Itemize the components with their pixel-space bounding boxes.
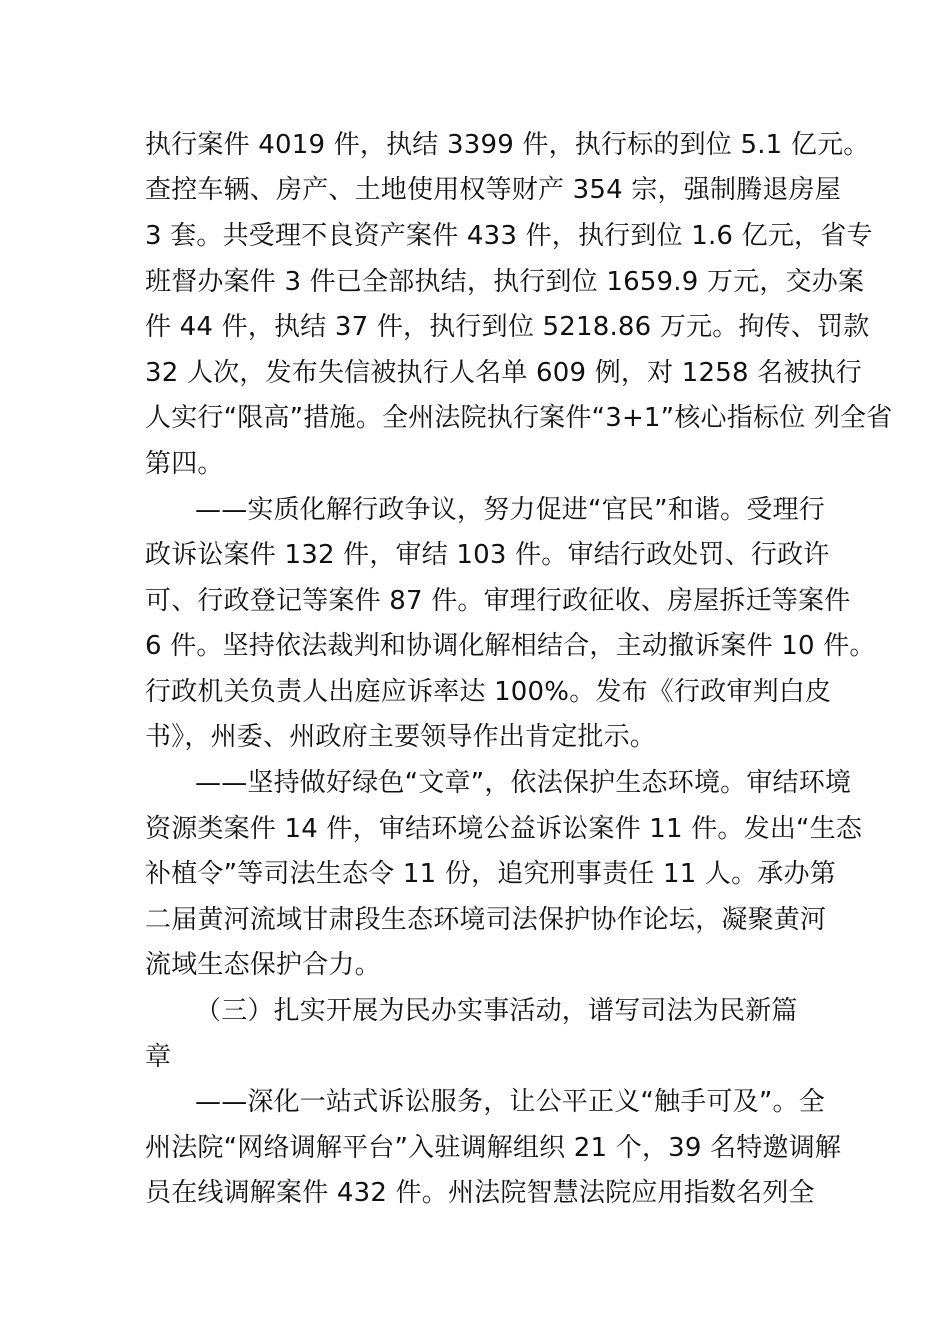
text-line: 32 人次，发布失信被执行人名单 609 例，对 1258 名被执行: [145, 358, 863, 388]
text-line: 二届黄河流域甘肃段生态环境司法保护协作论坛，凝聚黄河: [145, 905, 827, 935]
text-line: 州法院“网络调解平台”入驻调解组织 21 个，39 名特邀调解: [145, 1133, 842, 1163]
text-line: 人实行“限高”措施。全州法院执行案件“3+1”核心指标位 列全省: [145, 403, 893, 433]
text-line: 执行案件 4019 件，执结 3399 件，执行标的到位 5.1 亿元。: [145, 130, 870, 160]
text-line: 补植令”等司法生态令 11 份，追究刑事责任 11 人。承办第: [145, 859, 836, 889]
text-line: 班督办案件 3 件已全部执结，执行到位 1659.9 万元，交办案: [145, 267, 865, 297]
text-line: 流域生态保护合力。: [145, 950, 381, 980]
text-line: 行政机关负责人出庭应诉率达 100%。发布《行政审判白皮: [145, 677, 832, 707]
section-heading: （三）扎实开展为民办实事活动，谱写司法为民新篇: [195, 996, 798, 1026]
section-heading-continued: 章: [145, 1042, 172, 1072]
paragraph-heading-line: ——坚持做好绿色“文章”，依法保护生态环境。审结环境: [195, 768, 852, 798]
text-line: 6 件。坚持依法裁判和协调化解相结合，主动撤诉案件 10 件。: [145, 631, 876, 661]
text-line: 第四。: [145, 449, 224, 479]
text-line: 查控车辆、房产、土地使用权等财产 354 宗，强制腾退房屋: [145, 175, 841, 205]
text-line: 员在线调解案件 432 件。州法院智慧法院应用指数名列全: [145, 1178, 815, 1208]
paragraph-heading-line: ——深化一站式诉讼服务，让公平正义“触手可及”。全: [195, 1087, 825, 1117]
text-line: 书》，州委、州政府主要领导作出肯定批示。: [145, 722, 657, 752]
text-line: 资源类案件 14 件，审结环境公益诉讼案件 11 件。发出“生态: [145, 814, 863, 844]
text-line: 可、行政登记等案件 87 件。审理行政征收、房屋拆迁等案件: [145, 586, 851, 616]
paragraph-heading-line: ——实质化解行政争议，努力促进“官民”和谐。受理行: [195, 495, 825, 525]
text-line: 政诉讼案件 132 件，审结 103 件。审结行政处罚、行政许: [145, 540, 830, 570]
text-line: 件 44 件，执结 37 件，执行到位 5218.86 万元。拘传、罚款: [145, 312, 870, 342]
text-line: 3 套。共受理不良资产案件 433 件，执行到位 1.6 亿元，省专: [145, 221, 873, 251]
